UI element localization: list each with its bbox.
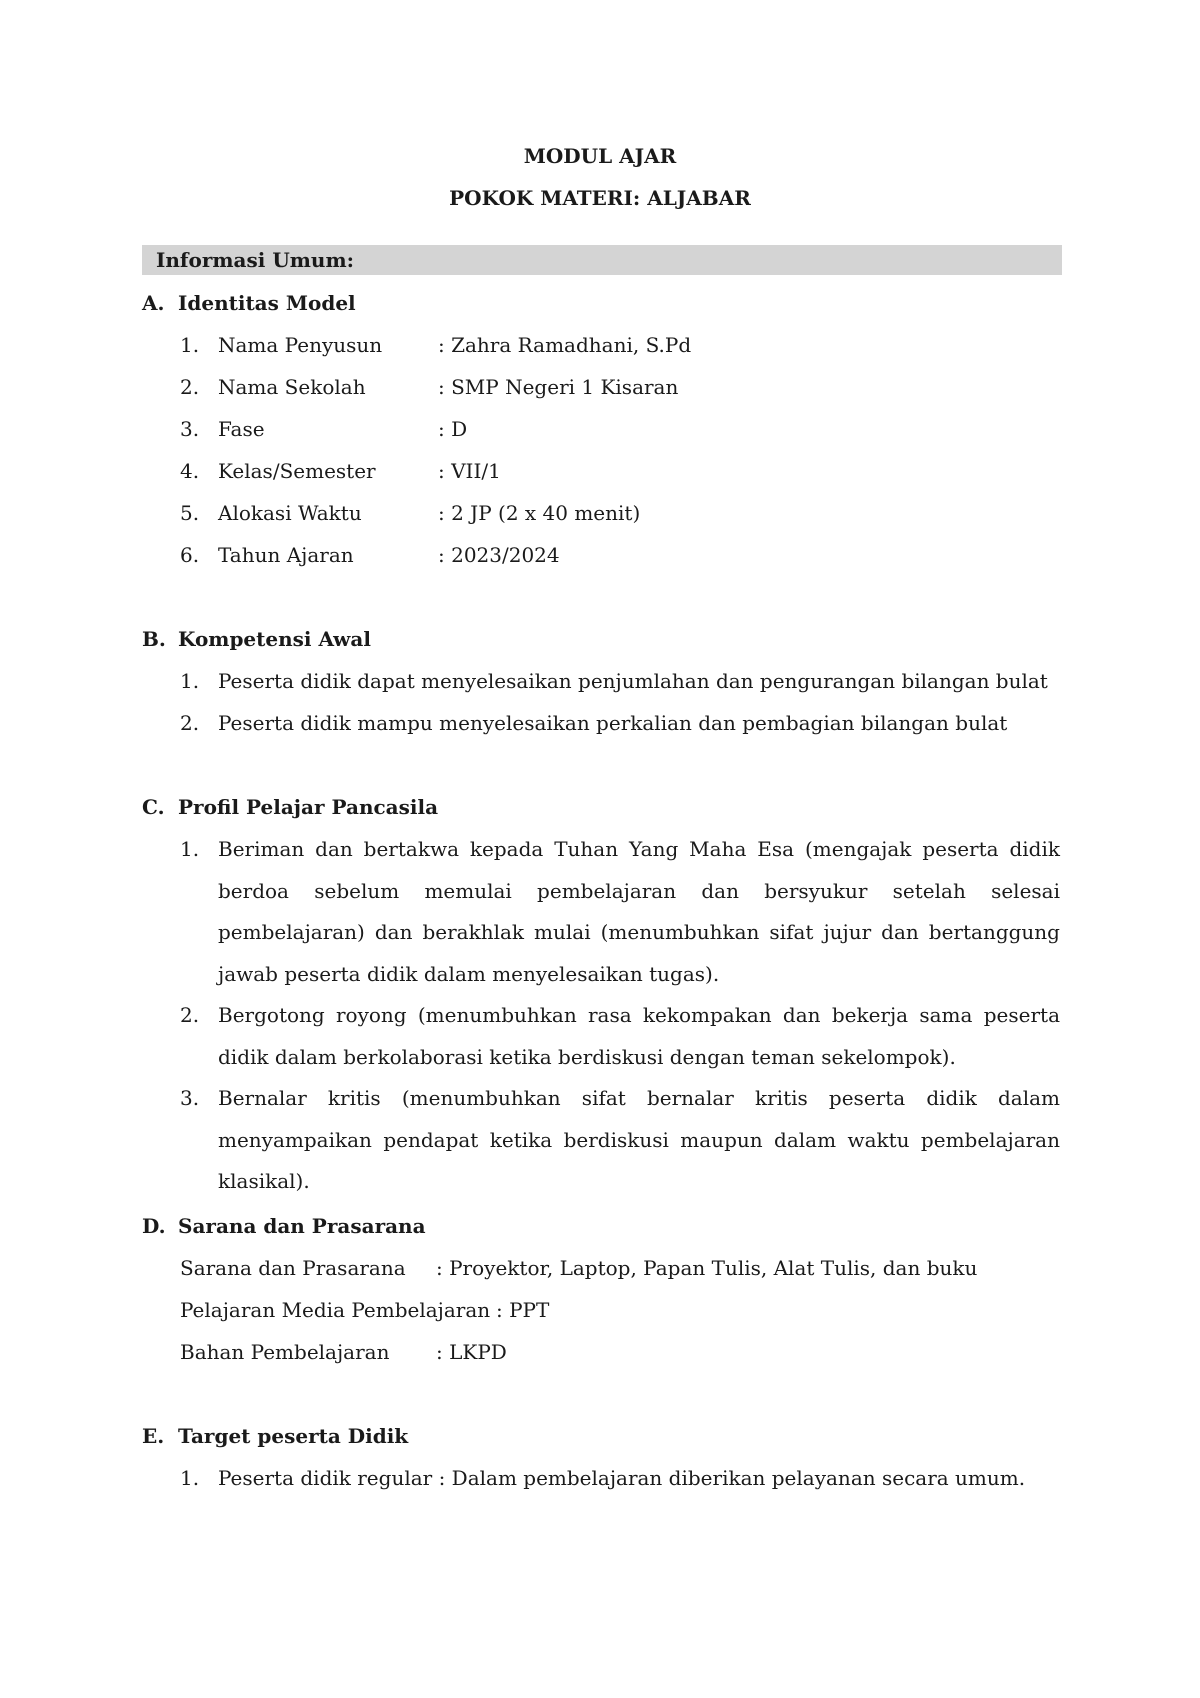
- section-d-heading: [142, 1214, 426, 1238]
- section-letter: C.: [142, 795, 165, 819]
- field-value: : 2 JP (2 x 40 menit): [438, 501, 641, 525]
- profil-item: [180, 829, 1060, 995]
- profil-item: [180, 995, 1060, 1078]
- list-number: 2.: [180, 711, 200, 735]
- field-label: Tahun Ajaran: [218, 543, 354, 567]
- list-number: 3.: [180, 1086, 200, 1110]
- list-number: 2.: [180, 375, 200, 399]
- section-c-heading: [142, 795, 438, 819]
- field-value: : Zahra Ramadhani, S.Pd: [438, 333, 692, 357]
- field-value: : LKPD: [436, 1340, 507, 1364]
- kompetensi-item: [180, 669, 1048, 693]
- list-text: Bernalar kritis (menumbuhkan sifat bernalar kritis peserta didik dalam menyampaikan pendapat ketika berdiskusi maupun dalam waktu pembelajaran klasikal).: [218, 1086, 1060, 1193]
- section-a-heading: [142, 291, 356, 315]
- identitas-row: [180, 459, 501, 483]
- field-label: Sarana dan Prasarana: [180, 1256, 406, 1280]
- field-label: Alokasi Waktu: [218, 501, 362, 525]
- list-number: 5.: [180, 501, 200, 525]
- section-e-heading: [142, 1424, 408, 1448]
- section-letter: A.: [142, 291, 165, 315]
- section-letter: D.: [142, 1214, 166, 1238]
- field-value: : SMP Negeri 1 Kisaran: [438, 375, 679, 399]
- list-text: Peserta didik mampu menyelesaikan perkalian dan pembagian bilangan bulat: [218, 711, 1008, 735]
- list-number: 2.: [180, 1003, 200, 1027]
- section-b-heading: [142, 627, 371, 651]
- identitas-row: [180, 543, 560, 567]
- section-title: Identitas Model: [178, 291, 356, 315]
- sarana-row: [180, 1256, 977, 1280]
- identitas-row: [180, 333, 691, 357]
- section-letter: B.: [142, 627, 166, 651]
- document-title: MODUL AJAR: [523, 144, 677, 168]
- field-value: : VII/1: [438, 459, 501, 483]
- identitas-row: [180, 501, 640, 525]
- field-label: Bahan Pembelajaran: [180, 1340, 390, 1364]
- list-number: 6.: [180, 543, 200, 567]
- field-label: Kelas/Semester: [218, 459, 376, 483]
- sarana-row: [180, 1340, 507, 1364]
- section-title: Target peserta Didik: [178, 1424, 409, 1448]
- list-number: 1.: [180, 1466, 200, 1490]
- list-number: 3.: [180, 417, 200, 441]
- field-label: Nama Penyusun: [218, 333, 383, 357]
- field-value: : Proyektor, Laptop, Papan Tulis, Alat Tulis, dan buku: [436, 1256, 978, 1280]
- identitas-row: [180, 417, 467, 441]
- section-title: Profil Pelajar Pancasila: [178, 795, 439, 819]
- list-text: Bergotong royong (menumbuhkan rasa kekompakan dan bekerja sama peserta didik dalam berkolaborasi ketika berdiskusi dengan teman sekelompok).: [218, 1003, 1060, 1069]
- section-letter: E.: [142, 1424, 165, 1448]
- section-title: Kompetensi Awal: [178, 627, 371, 651]
- field-label: Pelajaran Media Pembelajaran: [180, 1298, 491, 1322]
- list-number: 1.: [180, 669, 200, 693]
- section-title: Sarana dan Prasarana: [178, 1214, 426, 1238]
- list-number: 1.: [180, 333, 200, 357]
- sarana-row: [180, 1298, 549, 1322]
- target-item: [180, 1466, 1025, 1490]
- field-value: : D: [438, 417, 468, 441]
- info-header-bar: [142, 245, 1062, 275]
- list-text: Peserta didik regular : Dalam pembelajaran diberikan pelayanan secara umum.: [218, 1466, 1026, 1490]
- list-number: 1.: [180, 837, 200, 861]
- profil-item: [180, 1078, 1060, 1203]
- list-text: Beriman dan bertakwa kepada Tuhan Yang Maha Esa (mengajak peserta didik berdoa sebelum memulai pembelajaran dan bersyukur setelah selesai pembelajaran) dan berakhlak mulai (menumbuhkan sifat jujur dan bertanggung jawab peserta didik dalam menyelesaikan tugas).: [218, 837, 1060, 986]
- info-header-label: Informasi Umum:: [156, 248, 355, 272]
- field-value: : 2023/2024: [438, 543, 560, 567]
- identitas-row: [180, 375, 678, 399]
- kompetensi-item: [180, 711, 1007, 735]
- field-value: : PPT: [496, 1298, 550, 1322]
- list-number: 4.: [180, 459, 200, 483]
- document-subtitle: POKOK MATERI: ALJABAR: [449, 186, 751, 210]
- field-label: Nama Sekolah: [218, 375, 366, 399]
- list-text: Peserta didik dapat menyelesaikan penjumlahan dan pengurangan bilangan bulat: [218, 669, 1048, 693]
- field-label: Fase: [218, 417, 265, 441]
